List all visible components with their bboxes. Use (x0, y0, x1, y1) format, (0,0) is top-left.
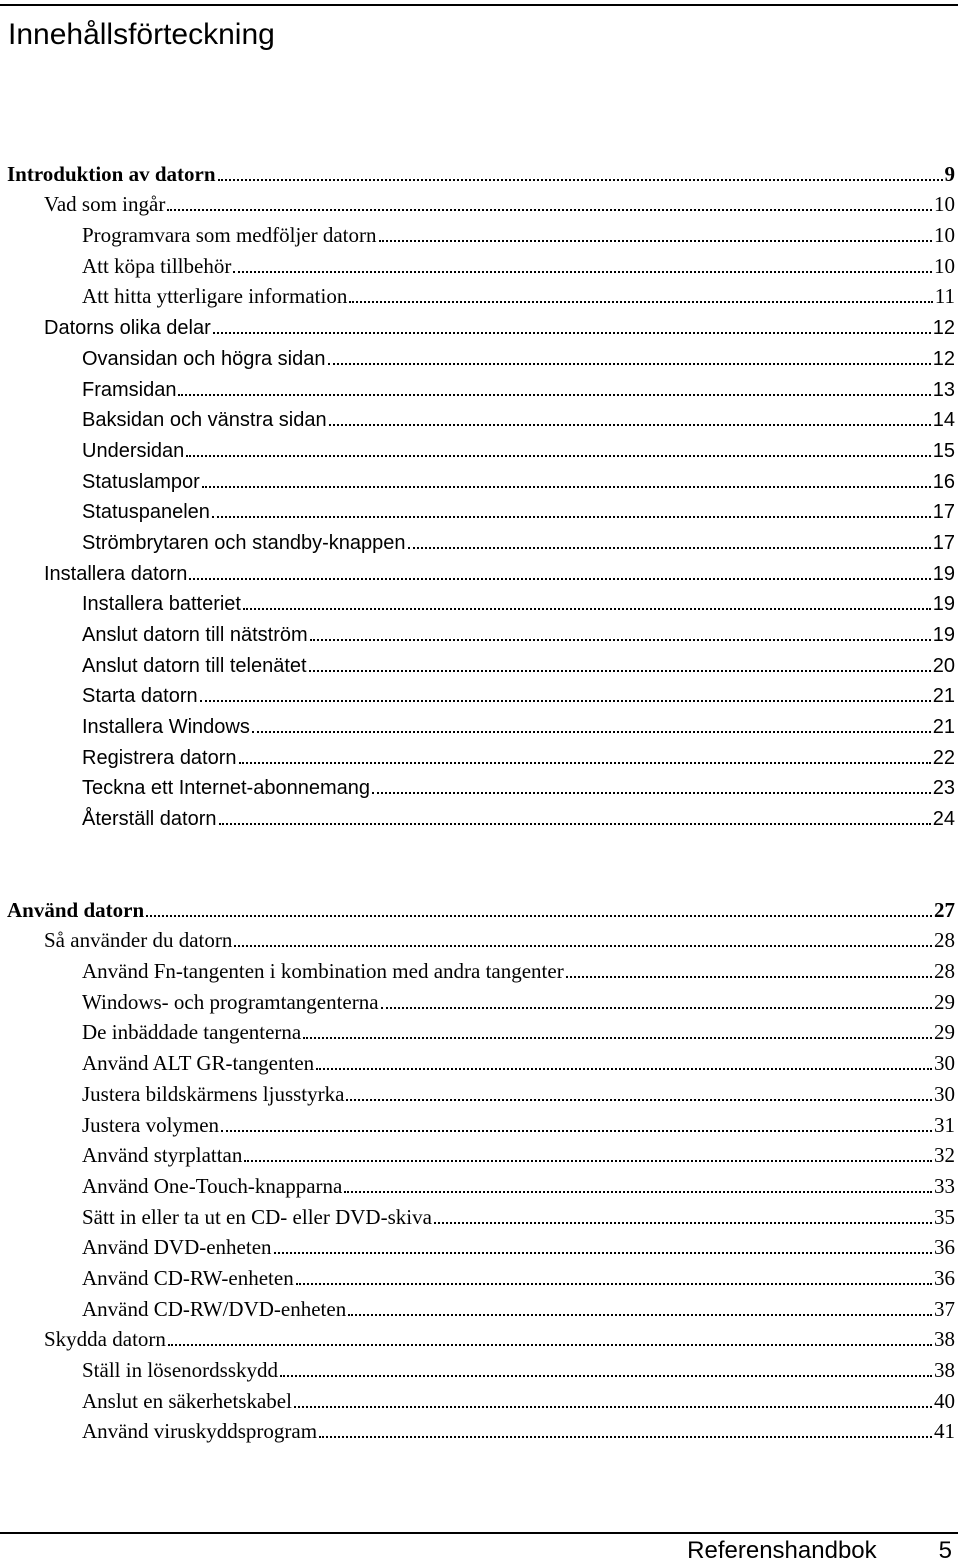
toc-entry-title: Vad som ingår (44, 192, 166, 217)
toc-dot-leader (233, 271, 932, 273)
toc-entry[interactable] (0, 923, 955, 954)
toc-entry-page-number: 35 (934, 1204, 955, 1229)
toc-dot-leader (221, 1130, 932, 1132)
toc-entry[interactable] (0, 708, 955, 739)
toc-dot-leader (213, 332, 931, 334)
toc-entry-page-number: 19 (932, 593, 955, 616)
toc-entry-page-number: 32 (934, 1143, 955, 1168)
toc-entry-title: Ställ in lösenordsskydd (82, 1358, 279, 1382)
toc-dot-leader (252, 731, 931, 733)
toc-dot-leader (189, 578, 930, 580)
toc-entry-title: Använd One-Touch-knapparna (82, 1173, 343, 1198)
toc-entry-page-number: 19 (932, 562, 955, 585)
toc-dot-leader (178, 394, 930, 396)
toc-dot-leader (349, 301, 932, 303)
toc-entry[interactable] (0, 494, 955, 525)
toc-dot-leader (274, 1252, 932, 1254)
toc-dot-leader (328, 363, 931, 365)
toc-entry-title: Statuslampor (82, 470, 200, 493)
toc-section-introduktion (0, 156, 955, 831)
toc-dot-leader (168, 1344, 932, 1346)
toc-entry-page-number: 36 (934, 1235, 955, 1260)
toc-dot-leader (294, 1406, 932, 1408)
toc-entry-page-number: 17 (932, 501, 955, 524)
toc-entry-page-number: 29 (934, 1020, 955, 1045)
toc-entry-title: Justera bildskärmens ljusstyrka (82, 1081, 345, 1106)
toc-entry-title: De inbäddade tangenterna (82, 1020, 302, 1045)
toc-entry-title: Att hitta ytterligare information (82, 284, 348, 309)
bottom-rule (0, 1532, 958, 1534)
toc-entry-page-number: 21 (932, 716, 955, 739)
toc-dot-leader (218, 179, 943, 181)
toc-entry[interactable] (0, 1045, 955, 1076)
toc-entry[interactable] (0, 800, 955, 831)
footer-title: Referenshandbok (687, 1537, 877, 1564)
toc-entry-page-number: 41 (934, 1419, 955, 1444)
toc-entry-title: Starta datorn (82, 685, 198, 708)
toc-dot-leader (202, 486, 931, 488)
toc-entry-page-number: 15 (932, 439, 955, 462)
toc-dot-leader (348, 1314, 932, 1316)
toc-dot-leader (381, 1007, 932, 1009)
toc-entry[interactable] (0, 1199, 955, 1230)
toc-entry-page-number: 19 (932, 624, 955, 646)
toc-entry[interactable] (0, 678, 955, 709)
toc-entry-title: Framsidan (82, 378, 177, 401)
toc-entry-title: Windows- och programtangenterna (82, 989, 379, 1014)
toc-entry-page-number: 13 (932, 378, 955, 401)
toc-entry-page-number: 28 (934, 959, 955, 984)
toc-dot-leader (186, 455, 930, 457)
toc-dot-leader (310, 639, 931, 641)
toc-entry-title: Använd CD-RW-enheten (82, 1265, 294, 1290)
toc-entry-page-number: 20 (932, 654, 955, 677)
toc-entry-title: Använd Fn-tangenten i kombination med andra tangenter (82, 959, 564, 984)
toc-entry[interactable] (0, 1322, 955, 1353)
toc-entry-page-number: 23 (932, 777, 955, 800)
toc-dot-leader (303, 1037, 932, 1039)
toc-dot-leader (319, 1436, 932, 1438)
toc-entry-page-number: 17 (932, 531, 955, 554)
top-rule (0, 4, 958, 6)
toc-entry-page-number: 11 (934, 284, 955, 309)
toc-entry[interactable] (0, 1291, 955, 1322)
toc-entry[interactable] (0, 1107, 955, 1138)
toc-entry-title: Anslut datorn till nätström (82, 624, 308, 646)
toc-entry-title: Att köpa tillbehör (82, 253, 232, 278)
toc-entry-page-number: 16 (932, 470, 955, 493)
toc-dot-leader (408, 547, 931, 549)
footer-page-number: 5 (938, 1537, 952, 1564)
toc-entry-title: Använd DVD-enheten (82, 1235, 272, 1260)
toc-entry-page-number: 30 (934, 1081, 955, 1106)
toc-entry-title: Använd datorn (7, 897, 145, 922)
toc-entry-page-number: 24 (932, 808, 955, 831)
toc-entry[interactable] (0, 892, 955, 923)
toc-entry-title: Återställ datorn (82, 808, 217, 831)
toc-entry[interactable] (0, 187, 955, 218)
toc-entry[interactable] (0, 248, 955, 279)
page-title: Innehållsförteckning (8, 18, 275, 51)
toc-dot-leader (344, 1191, 932, 1193)
toc-entry[interactable] (0, 371, 955, 402)
toc-dot-leader (244, 1160, 932, 1162)
toc-entry-title: Introduktion av datorn (7, 161, 216, 186)
toc-entry[interactable] (0, 309, 955, 340)
toc-entry[interactable] (0, 1168, 955, 1199)
page-footer (687, 1537, 952, 1565)
toc-entry-title: Sätt in eller ta ut en CD- eller DVD-skiva (82, 1204, 432, 1229)
toc-entry-title: Undersidan (82, 439, 185, 462)
toc-entry[interactable] (0, 616, 955, 647)
toc-entry-title: Programvara som medföljer datorn (82, 223, 377, 248)
toc-entry-page-number: 14 (932, 409, 955, 432)
toc-entry[interactable] (0, 586, 955, 617)
toc-entry-title: Använd viruskyddsprogram (82, 1419, 318, 1444)
toc-dot-leader (372, 792, 931, 794)
toc-entry[interactable] (0, 340, 955, 371)
toc-entry-title: Använd CD-RW/DVD-enheten (82, 1296, 347, 1321)
toc-entry[interactable] (0, 1414, 955, 1445)
toc-entry-title: Anslut en säkerhetskabel (82, 1388, 292, 1413)
toc-dot-leader (346, 1099, 932, 1101)
toc-dot-leader (309, 670, 931, 672)
toc-entry[interactable] (0, 984, 955, 1015)
toc-entry-page-number: 10 (934, 192, 955, 217)
toc-entry-page-number: 37 (934, 1296, 955, 1321)
toc-entry[interactable] (0, 1230, 955, 1261)
toc-entry-page-number: 22 (932, 746, 955, 769)
toc-entry-title: Använd ALT GR-tangenten (82, 1051, 315, 1076)
toc-entry[interactable] (0, 463, 955, 494)
toc-entry[interactable] (0, 279, 955, 310)
toc-entry[interactable] (0, 217, 955, 248)
toc-entry-title: Baksidan och vänstra sidan (82, 409, 327, 432)
toc-entry-title: Datorns olika delar (44, 317, 211, 340)
toc-entry[interactable] (0, 770, 955, 801)
toc-section-anvand (0, 892, 955, 1444)
toc-entry[interactable] (0, 953, 955, 984)
toc-entry-title: Justera volymen (82, 1112, 220, 1137)
toc-entry-page-number: 30 (934, 1051, 955, 1076)
toc-entry-title: Teckna ett Internet-abonnemang (82, 777, 370, 800)
toc-entry-page-number: 27 (934, 897, 955, 922)
toc-entry[interactable] (0, 647, 955, 678)
toc-dot-leader (379, 240, 933, 242)
toc-dot-leader (167, 209, 932, 211)
toc-dot-leader (280, 1375, 932, 1377)
toc-dot-leader (239, 762, 931, 764)
toc-entry-title: Registrera datorn (82, 746, 237, 769)
toc-entry-title: Använd styrplattan (82, 1143, 243, 1168)
toc-entry-page-number: 10 (934, 253, 955, 278)
toc-entry-page-number: 21 (932, 685, 955, 708)
toc-dot-leader (566, 976, 932, 978)
toc-entry-page-number: 36 (934, 1265, 955, 1290)
toc-entry-title: Installera batteriet (82, 593, 241, 616)
toc-dot-leader (329, 424, 931, 426)
toc-entry[interactable] (0, 1260, 955, 1291)
toc-entry[interactable] (0, 402, 955, 433)
toc-dot-leader (219, 823, 931, 825)
toc-entry-title: Anslut datorn till telenätet (82, 654, 307, 677)
toc-entry-page-number: 33 (934, 1173, 955, 1198)
toc-dot-leader (434, 1222, 932, 1224)
toc-entry-page-number: 40 (934, 1388, 955, 1413)
toc-entry[interactable] (0, 524, 955, 555)
toc-dot-leader (316, 1068, 932, 1070)
toc-entry-page-number: 12 (932, 347, 955, 370)
toc-entry-title: Installera Windows (82, 716, 250, 739)
toc-entry-page-number: 10 (934, 223, 955, 248)
toc-entry[interactable] (0, 555, 955, 586)
toc-entry-page-number: 12 (932, 317, 955, 340)
toc-dot-leader (234, 945, 932, 947)
toc-dot-leader (296, 1283, 932, 1285)
toc-entry-page-number: 31 (934, 1112, 955, 1137)
toc-dot-leader (243, 608, 931, 610)
toc-entry[interactable] (0, 156, 955, 187)
toc-entry[interactable] (0, 432, 955, 463)
toc-entry-title: Ovansidan och högra sidan (82, 347, 326, 370)
toc-entry-title: Statuspanelen (82, 501, 210, 524)
toc-dot-leader (200, 700, 931, 702)
toc-entry[interactable] (0, 739, 955, 770)
toc-entry-title: Skydda datorn (44, 1327, 166, 1352)
toc-entry[interactable] (0, 1383, 955, 1414)
toc-entry-page-number: 38 (934, 1327, 955, 1352)
toc-entry-title: Strömbrytaren och standby-knappen (82, 531, 406, 554)
toc-entry[interactable] (0, 1352, 955, 1383)
toc-entry-page-number: 29 (934, 989, 955, 1014)
toc-entry-page-number: 38 (934, 1358, 955, 1382)
toc-entry-page-number: 28 (934, 928, 955, 953)
toc-entry-title: Installera datorn (44, 562, 188, 585)
toc-dot-leader (146, 915, 932, 917)
toc-entry[interactable] (0, 1015, 955, 1046)
toc-entry[interactable] (0, 1138, 955, 1169)
toc-entry-page-number: 9 (944, 161, 955, 186)
toc-entry[interactable] (0, 1076, 955, 1107)
toc-dot-leader (212, 516, 931, 518)
toc-entry-title: Så använder du datorn (44, 928, 233, 953)
